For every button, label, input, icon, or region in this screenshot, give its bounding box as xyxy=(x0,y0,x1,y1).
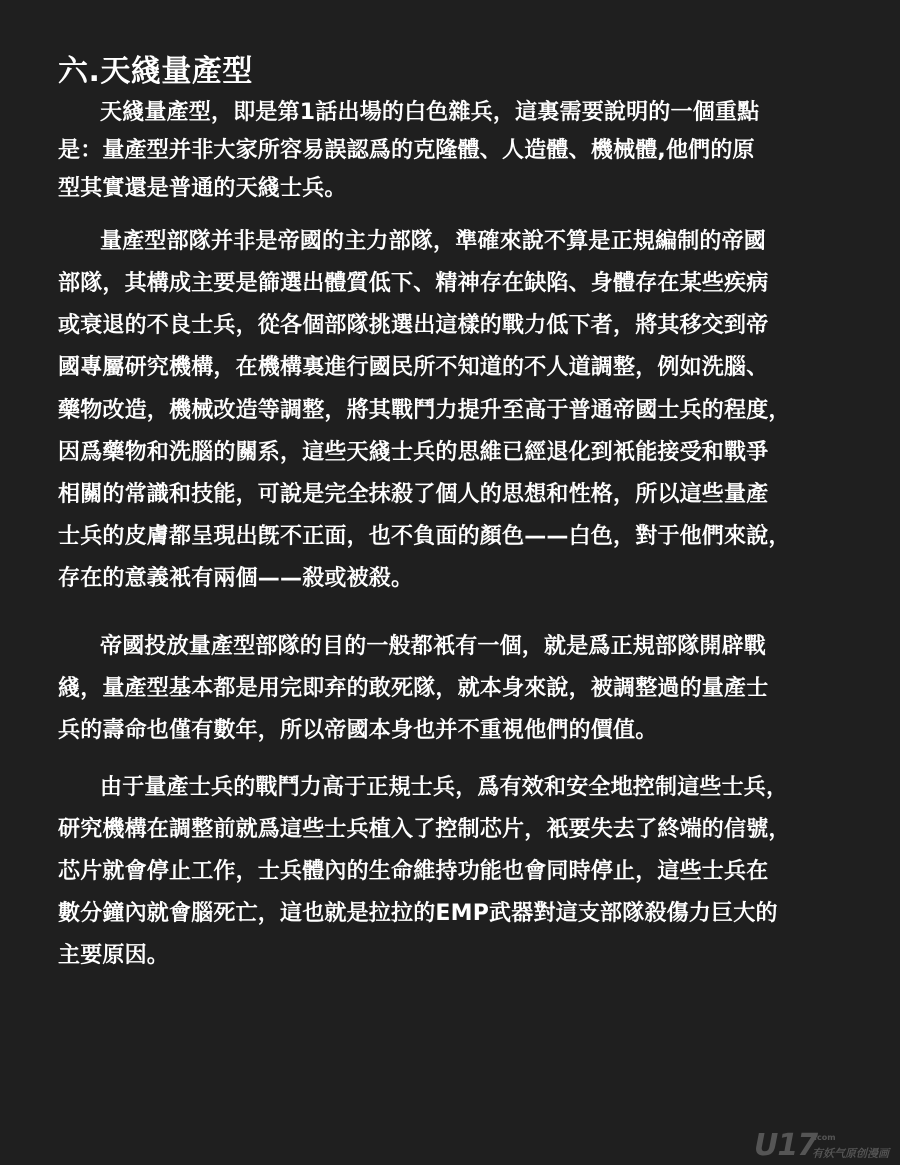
paragraph-line: 主要原因。 xyxy=(58,943,170,968)
paragraph-line: 芯片就會停止工作，士兵體內的生命維持功能也會同時停止，這些士兵在 xyxy=(58,859,769,884)
paragraph-line: 型其實還是普通的天綫士兵。 xyxy=(58,176,347,201)
paragraph-line: 士兵的皮膚都呈現出旣不正面，也不負面的顏色——白色，對于他們來說， xyxy=(58,524,791,549)
watermark-logo-text: U17 xyxy=(754,1128,818,1163)
paragraph-line: 是：量產型并非大家所容易誤認爲的克隆體、人造體、機械體,他們的原 xyxy=(58,138,755,163)
paragraph-line: 部隊，其構成主要是篩選出體質低下、精神存在缺陷、身體存在某些疾病 xyxy=(58,271,769,296)
paragraph-line: 兵的壽命也僅有數年，所以帝國本身也并不重視他們的價值。 xyxy=(58,718,658,743)
watermark-subtitle: 有妖气原创漫画 xyxy=(812,1147,889,1160)
paragraph-line: 研究機構在調整前就爲這些士兵植入了控制芯片，衹要失去了終端的信號， xyxy=(58,817,791,842)
paragraph-line: 國專屬研究機構，在機構裏進行國民所不知道的不人道調整，例如洗腦、 xyxy=(58,355,769,380)
paragraph-line: 數分鐘內就會腦死亡，這也就是拉拉的EMP武器對這支部隊殺傷力巨大的 xyxy=(58,901,778,926)
paragraph-first-line: 天綫量產型，即是第1話出場的白色雜兵，這裏需要說明的一個重點 xyxy=(100,100,760,125)
paragraph-line: 藥物改造，機械改造等調整，將其戰鬥力提升至高于普通帝國士兵的程度， xyxy=(58,398,791,423)
paragraph-first-line: 由于量產士兵的戰鬥力高于正規士兵，爲有效和安全地控制這些士兵， xyxy=(100,775,789,800)
section-heading: 六.天綫量產型 xyxy=(58,54,253,89)
paragraph-line: 綫，量產型基本都是用完即弃的敢死隊，就本身來說，被調整過的量產士 xyxy=(58,676,769,701)
paragraph-line: 存在的意義衹有兩個——殺或被殺。 xyxy=(58,566,414,591)
watermark-domain: .com xyxy=(814,1133,836,1142)
paragraph-line: 或衰退的不良士兵，從各個部隊挑選出這樣的戰力低下者，將其移交到帝 xyxy=(58,313,769,338)
paragraph-first-line: 帝國投放量產型部隊的目的一般都衹有一個，就是爲正規部隊開辟戰 xyxy=(100,634,767,659)
paragraph-line: 相關的常識和技能，可說是完全抹殺了個人的思想和性格，所以這些量產 xyxy=(58,482,769,507)
watermark-logo xyxy=(754,1128,894,1163)
paragraph-line: 因爲藥物和洗腦的關系，這些天綫士兵的思維已經退化到衹能接受和戰爭 xyxy=(58,440,769,465)
paragraph-first-line: 量產型部隊并非是帝國的主力部隊，準確來說不算是正規編制的帝國 xyxy=(100,229,767,254)
